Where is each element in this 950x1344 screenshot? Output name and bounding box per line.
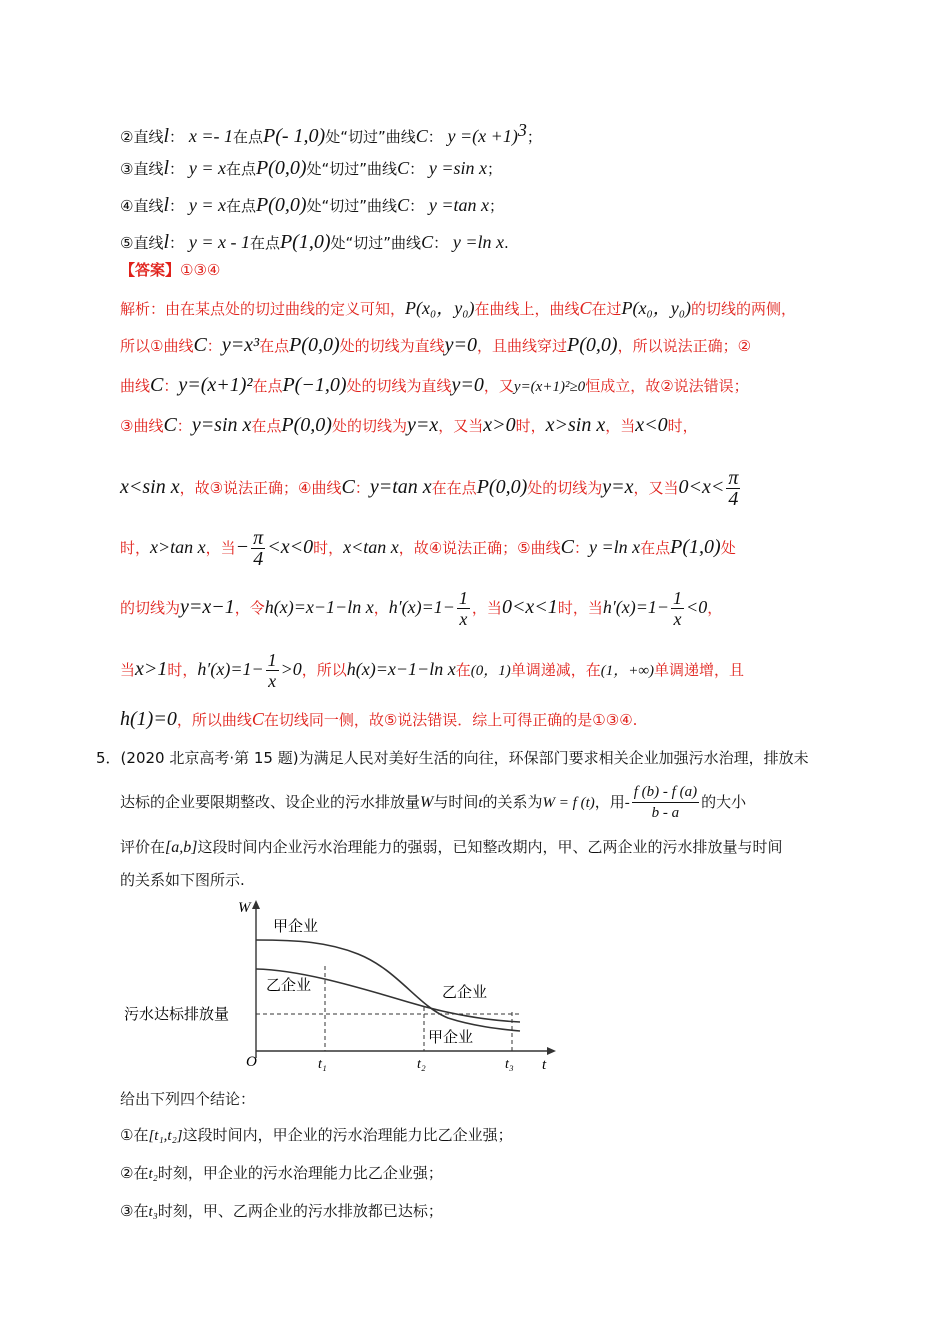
math-equation: y =tan x bbox=[428, 195, 490, 215]
solution-line-3 bbox=[120, 374, 749, 397]
problem-text: ，用 bbox=[594, 793, 625, 811]
math-interval: (0，1) bbox=[470, 663, 511, 679]
math-minus: - bbox=[624, 795, 630, 811]
math-inequality: 0<x<1 bbox=[501, 596, 558, 618]
math-point: P(x₀，y₀) bbox=[621, 298, 692, 318]
math-c: C bbox=[150, 374, 164, 396]
answer-label: 【答案】 bbox=[120, 261, 181, 279]
item-text: 处“切过”曲线 bbox=[306, 197, 398, 215]
problem-line-3 bbox=[120, 836, 782, 857]
solution-text: 当 bbox=[120, 661, 136, 679]
math-point: P(1,0) bbox=[279, 231, 331, 253]
solution-text: 单调递减，在 bbox=[510, 661, 601, 679]
solution-text: ，令 bbox=[234, 599, 265, 617]
item-text: 处“切过”曲线 bbox=[306, 160, 398, 178]
tick-t1: t₁ bbox=[318, 1057, 327, 1072]
math-equation: h(x)=x−1−ln x bbox=[264, 597, 374, 617]
tick-t3: t₃ bbox=[505, 1057, 514, 1072]
label-jia-bottom: 甲企业 bbox=[428, 1028, 474, 1046]
problem-line-4 bbox=[120, 869, 245, 890]
label-yi-right: 乙企业 bbox=[442, 983, 488, 1001]
math-interval: [a,b] bbox=[165, 839, 198, 856]
math-inequality: x<0 bbox=[635, 414, 668, 436]
math-equation: y = x bbox=[188, 195, 226, 215]
math-l: l bbox=[163, 194, 170, 216]
fraction-denominator: 4 bbox=[253, 548, 264, 570]
conclusion-text: ②在 bbox=[120, 1164, 149, 1182]
fraction-numerator: 1 bbox=[267, 650, 277, 670]
math-point: P(0,0) bbox=[476, 476, 528, 498]
math-equation: y=x−1 bbox=[180, 596, 235, 618]
math-inequality: x>sin x bbox=[545, 414, 606, 436]
fraction-numerator: f (b) - f (a) bbox=[632, 782, 699, 803]
solution-line-1 bbox=[120, 294, 796, 320]
math-l: l bbox=[163, 231, 170, 253]
solution-text: 单调递增，且 bbox=[654, 661, 745, 679]
math-c: C bbox=[163, 414, 177, 436]
math-c: C bbox=[397, 158, 410, 178]
solution-text: 在切线同一侧，故⑤说法错误．综上可得正确的是①③④. bbox=[263, 711, 638, 729]
math-l: l bbox=[163, 125, 170, 147]
solution-text: 解析：由在某点处的切过曲线的定义可知， bbox=[120, 300, 406, 318]
conclusion-text: 给出下列四个结论： bbox=[120, 1090, 256, 1108]
item-number: ② bbox=[120, 128, 134, 146]
math-inequality: >0 bbox=[280, 659, 302, 679]
conclusion-1 bbox=[120, 1124, 513, 1145]
solution-text: 在点 bbox=[251, 417, 282, 435]
label-jia-top: 甲企业 bbox=[273, 917, 319, 935]
problem-text: (2020 北京高考·第 15 题)为满足人民对美好生活的向往，环保部门要求相关企业加强污水治理，排放未 bbox=[120, 749, 809, 767]
solution-text: ： bbox=[206, 337, 222, 355]
math-point: P(0,0) bbox=[289, 334, 340, 356]
solution-text: ，当 bbox=[605, 417, 636, 435]
item-text: ： bbox=[427, 128, 443, 146]
item-text: 处“切过”曲线 bbox=[325, 128, 416, 146]
item-text: 直线 bbox=[133, 128, 164, 146]
answer-line bbox=[120, 259, 220, 280]
fraction-pi-over-4 bbox=[726, 468, 740, 509]
conclusion-text: 这段时间内，甲企业的污水治理能力比乙企业强； bbox=[182, 1126, 513, 1144]
solution-line-8 bbox=[120, 650, 744, 691]
math-inequality: <0 bbox=[686, 597, 708, 617]
math-equation: y =ln x bbox=[452, 232, 505, 252]
origin-label: O bbox=[246, 1054, 257, 1070]
conclusion-text: ①在 bbox=[120, 1126, 149, 1144]
solution-text: 在过 bbox=[591, 300, 622, 318]
problem-text: 达标的企业要限期整改、设企业的污水排放量 bbox=[120, 793, 421, 811]
problem-line-2 bbox=[120, 782, 746, 823]
math-equation: y=0 bbox=[444, 334, 478, 356]
item-text: 处“切过”曲线 bbox=[330, 234, 422, 252]
solution-text: 在点 bbox=[259, 337, 290, 355]
math-equation: h(x)=x−1−ln x bbox=[346, 659, 456, 679]
item-text: 直线 bbox=[133, 234, 164, 252]
fraction-one-over-x bbox=[457, 588, 470, 629]
math-point: P(1,0) bbox=[670, 536, 721, 558]
item-text: ： bbox=[169, 160, 185, 178]
math-point: P(0,0) bbox=[255, 157, 307, 179]
item-text: ： bbox=[409, 197, 425, 215]
item-number: ③ bbox=[120, 160, 134, 178]
math-equation: y=tan x bbox=[369, 476, 432, 498]
item-text: 直线 bbox=[133, 160, 164, 178]
math-inequality: y=(x+1)²≥0 bbox=[513, 379, 586, 395]
solution-text: 的切线的两侧， bbox=[691, 300, 797, 318]
solution-text: 在 bbox=[455, 661, 471, 679]
math-c: C bbox=[251, 709, 264, 729]
solution-text: 时， bbox=[167, 661, 198, 679]
math-c: C bbox=[560, 536, 574, 558]
math-equation: y=x bbox=[406, 414, 439, 436]
item-text: 在点 bbox=[232, 128, 263, 146]
fraction-rate bbox=[632, 782, 699, 823]
solution-text: ，又当 bbox=[633, 479, 679, 497]
math-c: C bbox=[193, 334, 207, 356]
solution-text: ，故④说法正确；⑤曲线 bbox=[398, 539, 561, 557]
math-equation: y = x bbox=[188, 158, 226, 178]
solution-text: 曲线 bbox=[120, 377, 151, 395]
math-equation: y =ln x bbox=[589, 537, 641, 557]
solution-text: 的切线为 bbox=[120, 599, 181, 617]
math-equation: y = x - 1 bbox=[188, 232, 250, 252]
solution-text: 在在点 bbox=[431, 479, 477, 497]
conclusion-3 bbox=[120, 1200, 443, 1221]
fraction-numerator: 1 bbox=[458, 588, 468, 608]
solution-text: ，又 bbox=[483, 377, 514, 395]
solution-text: 时， bbox=[313, 539, 344, 557]
math-equation: W = f (t) bbox=[542, 795, 595, 811]
solution-text: ，故③说法正确；④曲线 bbox=[179, 479, 342, 497]
item-text: 在点 bbox=[249, 234, 280, 252]
item-number: ④ bbox=[120, 197, 134, 215]
math-inequality: x>tan x bbox=[150, 537, 206, 557]
math-point: P(0,0) bbox=[567, 334, 618, 356]
solution-text: 在点 bbox=[252, 377, 283, 395]
solution-text: 处 bbox=[720, 539, 736, 557]
math-c: C bbox=[415, 126, 428, 146]
solution-text: 处的切线为直线 bbox=[346, 377, 452, 395]
math-exponent: 3 bbox=[517, 120, 527, 140]
math-point: P(0,0) bbox=[255, 194, 307, 216]
solution-text: ： bbox=[163, 377, 179, 395]
tick-t2: t₂ bbox=[417, 1057, 426, 1072]
solution-text: 时， bbox=[515, 417, 546, 435]
solution-text: 时， bbox=[667, 417, 698, 435]
solution-text: ， bbox=[373, 599, 389, 617]
conclusions-intro bbox=[120, 1088, 255, 1109]
problem-text: 的大小 bbox=[701, 793, 747, 811]
solution-text: ： bbox=[354, 479, 370, 497]
item-text: 在点 bbox=[225, 160, 256, 178]
math-derivative: h′(x)=1− bbox=[388, 597, 455, 617]
fraction-denominator: b - a bbox=[651, 805, 680, 821]
problem-text: 这段时间内企业污水治理能力的强弱，已知整改期内，甲、乙两企业的污水排放量与时间 bbox=[197, 838, 783, 856]
math-minus: − bbox=[235, 536, 250, 558]
y-axis-arrow bbox=[252, 900, 260, 909]
fraction-numerator: π bbox=[253, 527, 264, 549]
math-c: C bbox=[397, 195, 410, 215]
solution-text: ，所以 bbox=[301, 661, 347, 679]
x-axis-label: t bbox=[542, 1057, 547, 1073]
math-interval: (1，+∞) bbox=[600, 663, 655, 679]
fraction-one-over-x bbox=[266, 650, 279, 691]
item-text: ： bbox=[433, 234, 449, 252]
solution-text: ，又当 bbox=[438, 417, 484, 435]
math-t: t bbox=[478, 795, 483, 811]
solution-line-7 bbox=[120, 588, 722, 629]
label-yi-left: 乙企业 bbox=[266, 976, 312, 994]
item-text: 在点 bbox=[225, 197, 256, 215]
item-text: 直线 bbox=[133, 197, 164, 215]
conclusion-2 bbox=[120, 1162, 443, 1183]
solution-text: ，且曲线穿过 bbox=[477, 337, 568, 355]
conclusion-text: 时刻，甲、乙两企业的污水排放都已达标； bbox=[157, 1202, 443, 1220]
math-equation: y=(x+1)² bbox=[178, 374, 253, 396]
item-text: ； bbox=[489, 197, 505, 215]
problem-text: 与时间 bbox=[433, 793, 479, 811]
solution-text: 处的切线为 bbox=[331, 417, 407, 435]
item-number: ⑤ bbox=[120, 234, 134, 252]
fraction-numerator: π bbox=[728, 467, 739, 489]
math-derivative: h′(x)=1− bbox=[602, 597, 670, 617]
math-equation: y=0 bbox=[451, 374, 484, 396]
fraction-denominator: x bbox=[459, 609, 468, 629]
item-text: ： bbox=[409, 160, 425, 178]
conclusion-text: 时刻，甲企业的污水治理能力比乙企业强； bbox=[157, 1164, 443, 1182]
item-text: ； bbox=[487, 160, 503, 178]
math-inequality: x<tan x bbox=[343, 537, 399, 557]
solution-text: 恒成立，故②说法错误； bbox=[585, 377, 749, 395]
conclusion-text: ③在 bbox=[120, 1202, 149, 1220]
solution-text: 处的切线为 bbox=[527, 479, 603, 497]
math-equation: h(1)=0 bbox=[120, 708, 177, 730]
solution-line-9 bbox=[120, 708, 637, 731]
problem-number: 5． bbox=[96, 749, 121, 767]
math-c: C bbox=[341, 476, 355, 498]
answer-value: ①③④ bbox=[180, 261, 221, 279]
solution-text: ， bbox=[707, 599, 723, 617]
item-2 bbox=[120, 120, 542, 148]
math-inequality: x<sin x bbox=[120, 476, 180, 498]
fraction-one-over-x bbox=[671, 588, 684, 629]
math-equation: y=x³ bbox=[221, 334, 260, 356]
math-point: P(0,0) bbox=[281, 414, 332, 436]
standard-label: 污水达标排放量 bbox=[124, 1005, 230, 1023]
solution-text: 时，当 bbox=[557, 599, 603, 617]
solution-line-6 bbox=[120, 528, 736, 569]
item-4 bbox=[120, 194, 504, 217]
math-equation: x =- 1 bbox=[188, 126, 233, 146]
math-equation: y=x bbox=[602, 476, 634, 498]
math-equation: y=sin x bbox=[191, 414, 252, 436]
problem-text: 的关系为 bbox=[482, 793, 543, 811]
solution-text: 时， bbox=[120, 539, 151, 557]
math-equation: y =(x +1) bbox=[447, 126, 518, 146]
math-c: C bbox=[579, 298, 592, 318]
fraction-denominator: x bbox=[268, 671, 277, 691]
solution-text: ，所以曲线 bbox=[176, 711, 252, 729]
x-axis-arrow bbox=[547, 1047, 556, 1055]
item-text: . bbox=[504, 234, 509, 252]
math-point: P(- 1,0) bbox=[262, 125, 326, 147]
problem-line-1 bbox=[96, 747, 809, 768]
math-inequality: 0<x< bbox=[678, 476, 725, 498]
math-inequality: <x<0 bbox=[267, 536, 314, 558]
math-inequality: x>1 bbox=[135, 658, 168, 680]
item-text: ； bbox=[526, 128, 542, 146]
math-interval: [t₁,t₂] bbox=[148, 1128, 183, 1144]
solution-text: 在点 bbox=[640, 539, 671, 557]
math-t: t₃ bbox=[148, 1204, 158, 1220]
fraction-denominator: x bbox=[673, 609, 682, 629]
math-c: C bbox=[421, 232, 434, 252]
fraction-pi-over-4 bbox=[251, 528, 265, 569]
item-text: ： bbox=[169, 128, 185, 146]
fraction-numerator: 1 bbox=[673, 588, 683, 608]
math-derivative: h′(x)=1− bbox=[197, 659, 264, 679]
item-3 bbox=[120, 157, 502, 180]
math-point: P(x₀，y₀) bbox=[405, 298, 475, 318]
item-5 bbox=[120, 231, 509, 254]
solution-text: 处的切线为直线 bbox=[339, 337, 445, 355]
solution-line-2 bbox=[120, 334, 751, 357]
math-w: W bbox=[420, 794, 434, 811]
emission-figure bbox=[118, 894, 568, 1078]
y-axis-label: W bbox=[238, 900, 251, 916]
math-equation: y =sin x bbox=[428, 158, 488, 178]
solution-text: 在曲线上，曲线 bbox=[474, 300, 580, 318]
solution-text: ③曲线 bbox=[120, 417, 164, 435]
fraction-denominator: 4 bbox=[728, 488, 739, 510]
item-text: ： bbox=[169, 234, 185, 252]
item-text: ： bbox=[169, 197, 185, 215]
solution-line-4 bbox=[120, 414, 698, 437]
math-l: l bbox=[163, 157, 170, 179]
solution-line-5 bbox=[120, 468, 742, 509]
problem-text: 评价在 bbox=[120, 838, 166, 856]
math-point: P(−1,0) bbox=[282, 374, 347, 396]
solution-text: ，当 bbox=[205, 539, 236, 557]
solution-text: 所以①曲线 bbox=[120, 337, 194, 355]
solution-text: ： bbox=[176, 417, 192, 435]
math-inequality: x>0 bbox=[483, 414, 516, 436]
solution-text: ，当 bbox=[471, 599, 502, 617]
solution-text: ： bbox=[573, 539, 589, 557]
math-t: t₂ bbox=[148, 1166, 158, 1182]
solution-text: ，所以说法正确；② bbox=[617, 337, 752, 355]
problem-text: 的关系如下图所示. bbox=[120, 871, 245, 889]
